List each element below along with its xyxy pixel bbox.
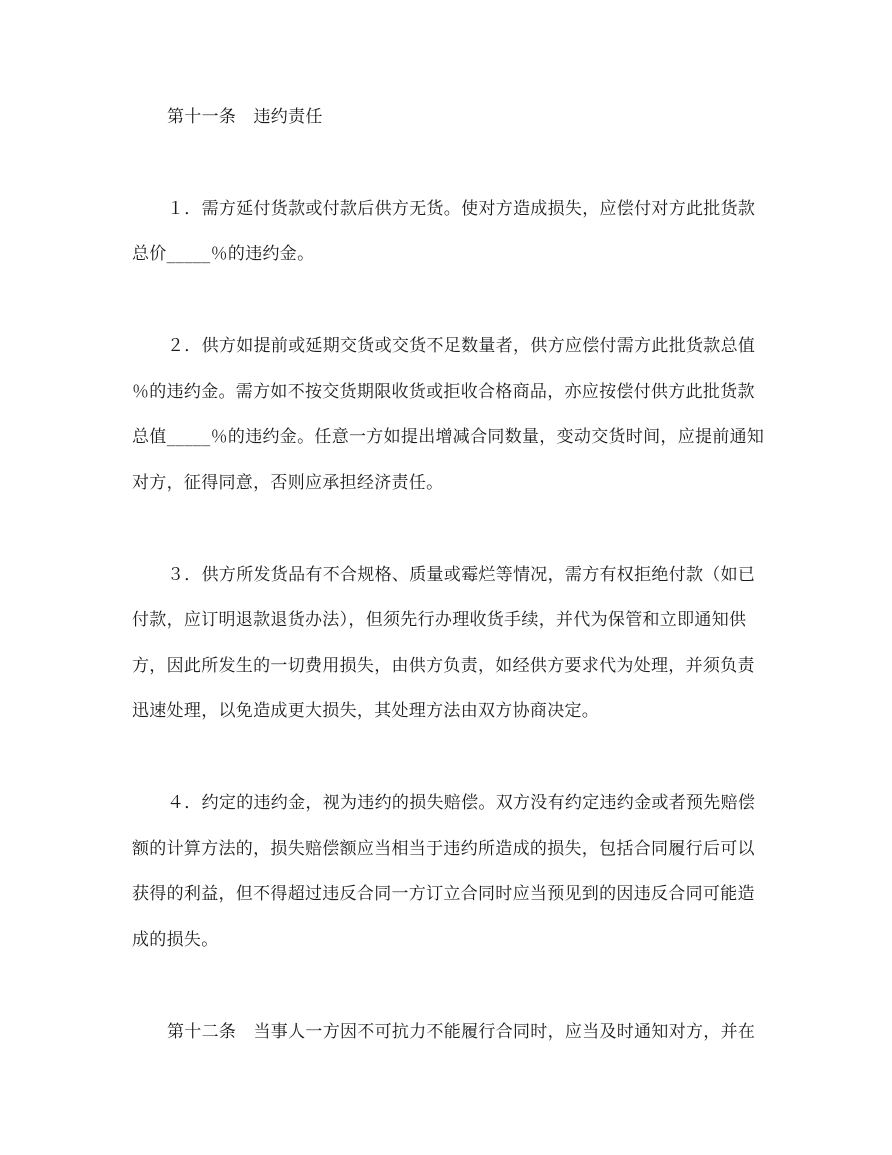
clause-3-line-4: 迅速处理，以免造成更大损失，其处理方法由双方协商决定。 (132, 701, 600, 721)
clause-3-line-2: 付款，应订明退款退货办法），但须先行办理收货手续，并代为保管和立即通知供 (132, 610, 747, 630)
clause-1-line-1: １．需方延付货款或付款后供方无货。使对方造成损失，应偿付对方此批货款 (167, 199, 756, 219)
clause-1-line-2: 总价_____％的违约金。 (132, 244, 315, 264)
clause-2-line-1: ２．供方如提前或延期交货或交货不足数量者，供方应偿付需方此批货款总值 (167, 336, 756, 356)
clause-2-line-2: ％的违约金。需方如不按交货期限收货或拒收合格商品，亦应按偿付供方此批货款 (132, 382, 755, 402)
clause-4-line-3: 获得的利益，但不得超过违反合同一方订立合同时应当预见到的因违反合同可能造 (132, 884, 755, 904)
clause-2-line-4: 对方，征得同意，否则应承担经济责任。 (132, 473, 444, 493)
article-11-heading: 第十一条 违约责任 (167, 107, 323, 127)
clause-3-line-1: ３．供方所发货品有不合规格、质量或霉烂等情况，需方有权拒绝付款（如已 (167, 565, 756, 585)
clause-2-line-3: 总值_____％的违约金。任意一方如提出增减合同数量，变动交货时间，应提前通知 (132, 427, 765, 447)
clause-4-line-4: 成的损失。 (132, 930, 219, 950)
clause-4-line-1: ４．约定的违约金，视为违约的损失赔偿。双方没有约定违约金或者预先赔偿 (167, 793, 756, 813)
clause-3-line-3: 方，因此所发生的一切费用损失，由供方负责，如经供方要求代为处理，并须负责 (132, 656, 755, 676)
clause-4-line-2: 额的计算方法的，损失赔偿额应当相当于违约所造成的损失，包括合同履行后可以 (132, 839, 755, 859)
article-12-text: 第十二条 当事人一方因不可抗力不能履行合同时，应当及时通知对方，并在 (167, 1022, 756, 1042)
